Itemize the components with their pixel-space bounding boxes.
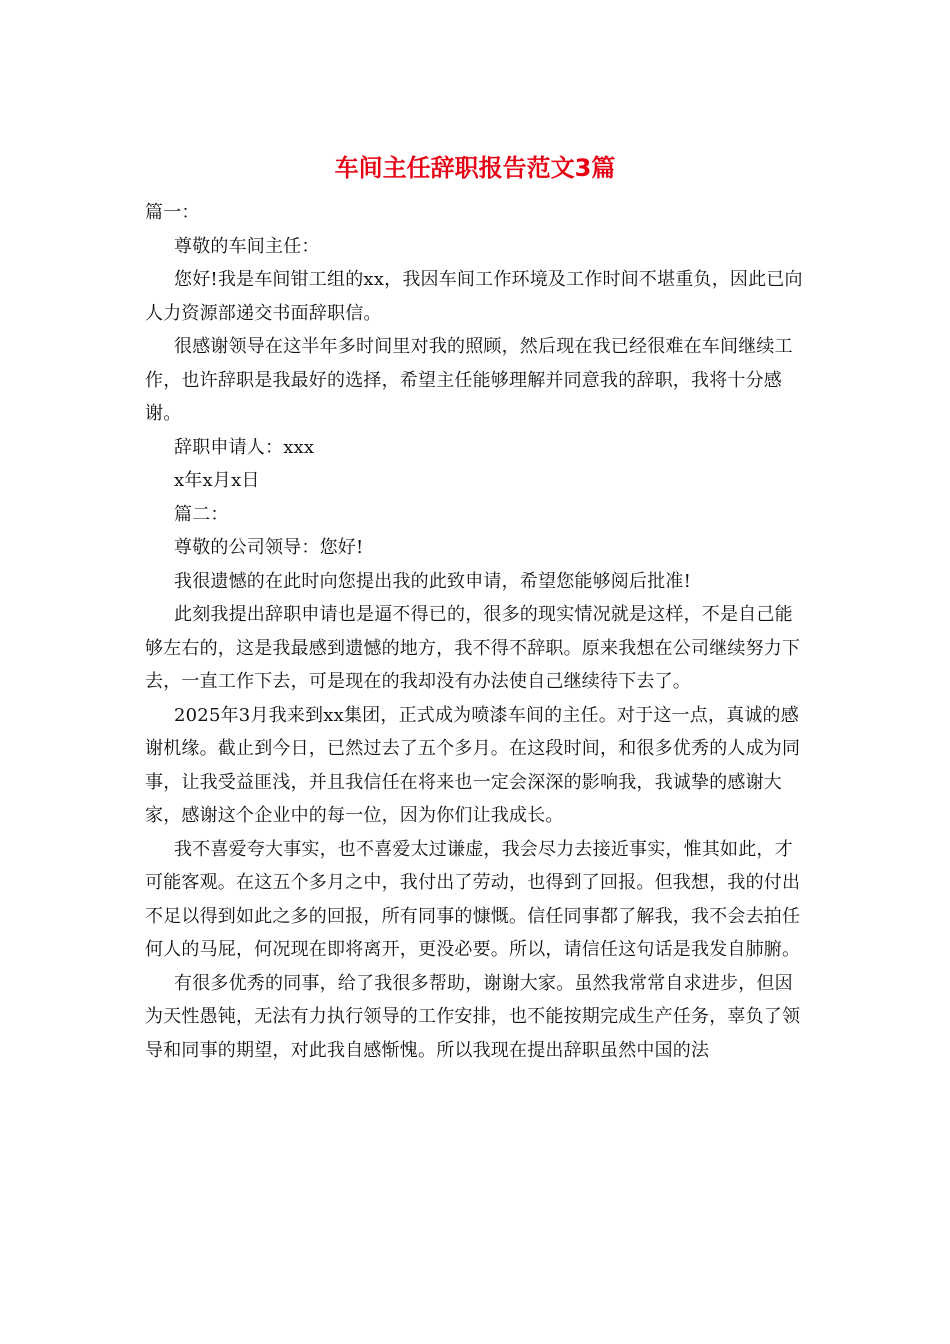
salutation-2: 尊敬的公司领导：您好! [174, 537, 364, 558]
paragraph: 我很遗憾的在此时向您提出我的此致申请，希望您能够阅后批准! [174, 570, 692, 592]
paragraph: 我不喜爱夸大事实，也不喜爱太过谦虚，我会尽力去接近事实，惟其如此，才可能客观。在这五个多月之中，我付出了劳动，也得到了回报。但我想，我的付出不足以得到如此之多的回报，所有同事的慷慨。信任同事都了解我，我不会去拍任何人的马屁，何况现在即将离开，更没必要。所以，请信任这句话是我发自肺腑。 [145, 838, 801, 960]
section-heading-2: 篇二： [174, 503, 229, 525]
paragraph: 很感谢领导在这半年多时间里对我的照顾，然后现在我已经很难在车间继续工作，也许辞职是我最好的选择，希望主任能够理解并同意我的辞职，我将十分感谢。 [145, 336, 793, 424]
paragraph: 2025年3月我来到xx集团，正式成为喷漆车间的主任。对于这一点，真诚的感谢机缘。截止到今日，已然过去了五个多月。在这段时间，和很多优秀的人成为同事，让我受益匪浅，并且我信任在将来也一定会深深的影响我，我诚挚的感谢大家，感谢这个企业中的每一位，因为你们让我成长。 [145, 704, 801, 826]
signature-applicant: 辞职申请人：xxx [174, 436, 315, 458]
paragraph: 此刻我提出辞职申请也是逼不得已的，很多的现实情况就是这样，不是自己能够左右的，这是我最感到遗憾的地方，我不得不辞职。原来我想在公司继续努力下去，一直工作下去，可是现在的我却没有办法使自己继续待下去了。 [145, 604, 801, 692]
signature-date: x年x月x日 [174, 470, 260, 491]
paragraph: 有很多优秀的同事，给了我很多帮助，谢谢大家。虽然我常常自求进步，但因为天性愚钝，无法有力执行领导的工作安排，也不能按期完成生产任务，辜负了领导和同事的期望，对此我自感惭愧。所以我现在提出辞职虽然中国的法 [145, 972, 801, 1061]
paragraph: 您好!我是车间钳工组的xx，我因车间工作环境及工作时间不堪重负，因此已向人力资源部递交书面辞职信。 [145, 269, 803, 324]
document-body [145, 196, 809, 1067]
salutation-1: 尊敬的车间主任： [174, 235, 320, 257]
document-title: 车间主任辞职报告范文3篇 [334, 154, 616, 182]
section-heading-1: 篇一： [145, 202, 200, 223]
